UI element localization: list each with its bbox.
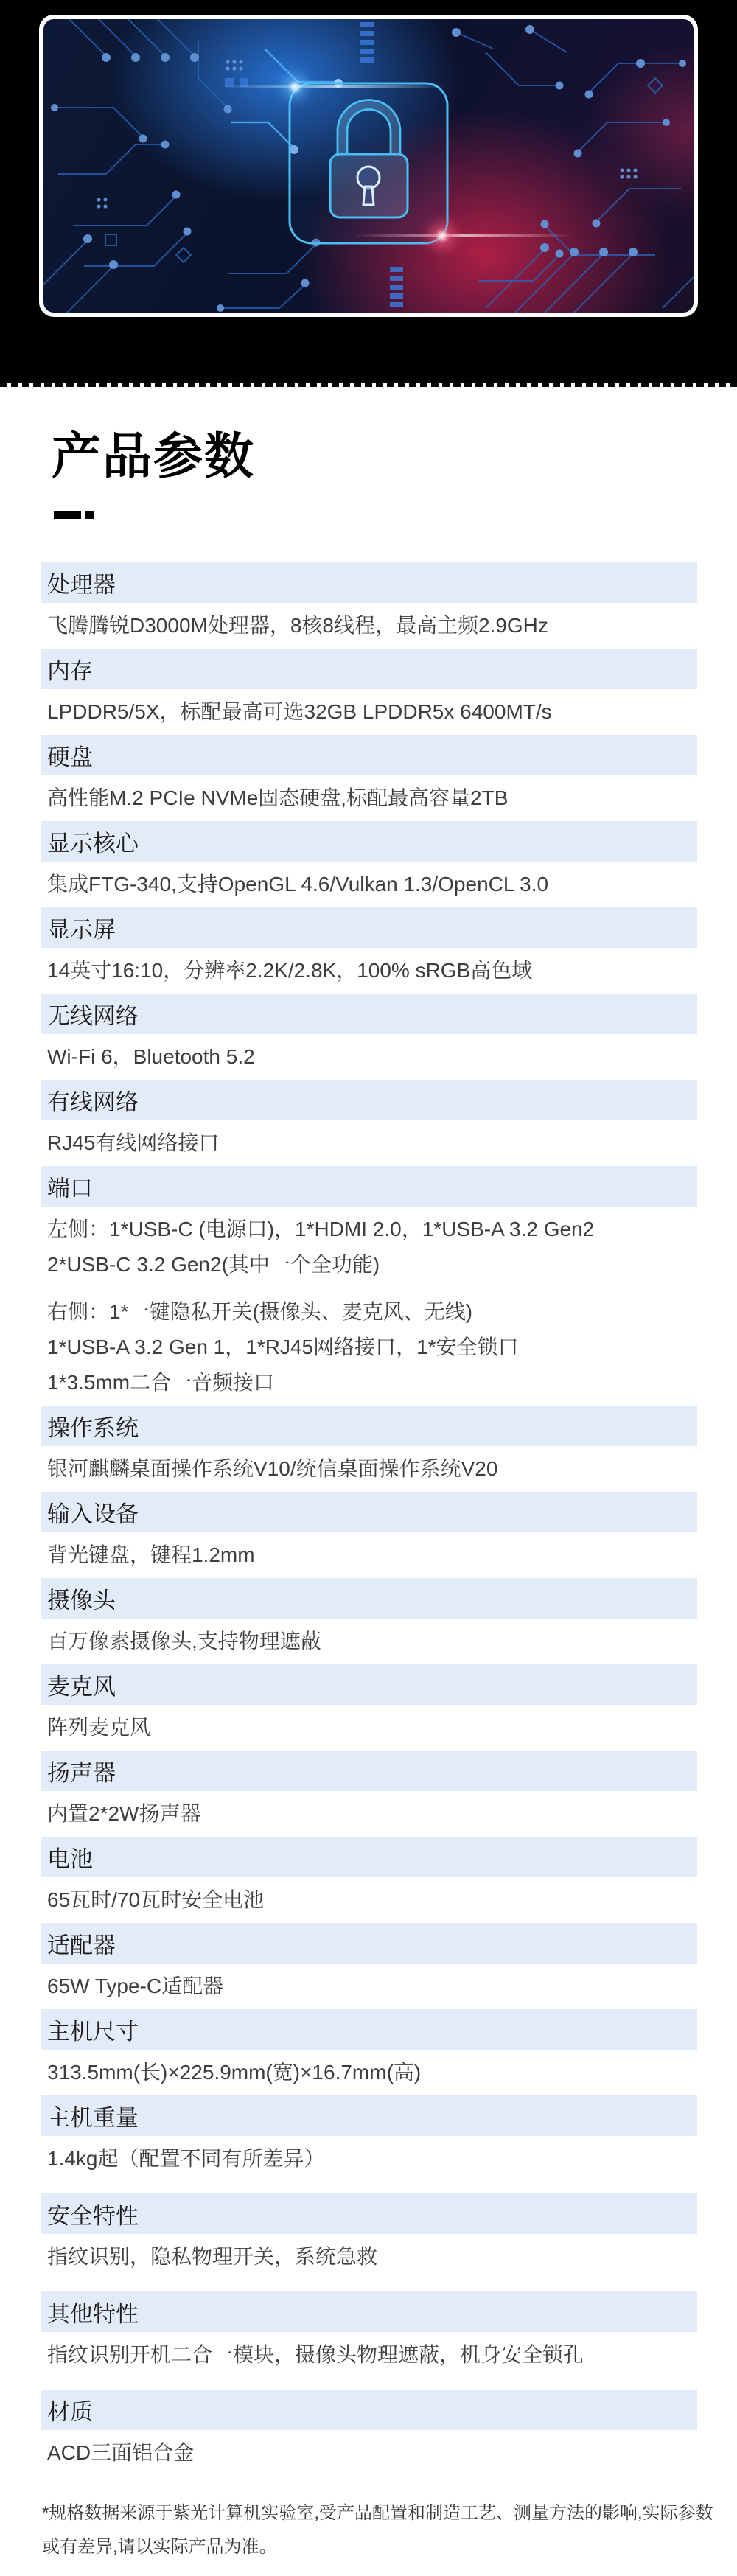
spec-value-line: 1*3.5mm二合一音频接口 [47, 1371, 275, 1394]
spec-row [41, 1080, 697, 1166]
spec-value-paragraph [47, 1451, 690, 1487]
spec-label: 适配器 [41, 1923, 697, 1964]
product-specs-section [0, 383, 737, 2576]
red-flare [353, 234, 574, 237]
spec-row [41, 821, 697, 907]
spec-table [41, 562, 697, 2476]
spec-row [41, 1492, 697, 1578]
spec-row [41, 2193, 697, 2280]
spec-value-line: 高性能M.2 PCIe NVMe固态硬盘,标配最高容量2TB [47, 786, 509, 809]
footnote [42, 2496, 716, 2564]
spec-value-line: 14英寸16:10，分辨率2.2K/2.8K，100% sRGB高色域 [47, 959, 533, 982]
spec-label: 显示屏 [41, 907, 697, 948]
spec-label: 电池 [41, 1837, 697, 1877]
spec-value-paragraph [47, 953, 690, 988]
spec-label: 主机重量 [41, 2095, 697, 2136]
title-underline-dash [54, 511, 737, 519]
spec-value [41, 1120, 697, 1166]
spec-value [41, 2234, 697, 2280]
footnote-line-2: 或有差异,请以实际产品为准。 [42, 2537, 277, 2557]
spec-value-line: 1.4kg起（配置不同有所差异） [47, 2147, 325, 2170]
spec-value-line: 集成FTG-340,支持OpenGL 4.6/Vulkan 1.3/OpenCL 3.0 [47, 873, 549, 896]
dash-long [54, 511, 81, 519]
spec-value-paragraph [47, 867, 690, 902]
spec-row [41, 2009, 697, 2095]
page-title: 产品参数 [52, 429, 255, 484]
spec-label: 显示核心 [41, 821, 697, 862]
spec-row [41, 1751, 697, 1837]
spec-row [41, 562, 697, 649]
spec-label: 内存 [41, 649, 697, 689]
spec-value-line: 指纹识别开机二合一模块，摄像头物理遮蔽，机身安全锁孔 [47, 2343, 584, 2366]
spec-value-paragraph [47, 1624, 690, 1659]
spec-value [41, 2050, 697, 2095]
spec-row [41, 649, 697, 735]
spec-value-line: 1*USB-A 3.2 Gen 1，1*RJ45网络接口，1*安全锁口 [47, 1336, 519, 1358]
spec-value-line: 阵列麦克风 [47, 1716, 151, 1739]
spec-label: 有线网络 [41, 1080, 697, 1120]
spec-value-line: 右侧：1*一键隐私开关(摄像头、麦克风、无线) [47, 1300, 473, 1323]
spec-label: 麦克风 [41, 1664, 697, 1705]
spec-value-paragraph [47, 2055, 690, 2090]
spec-row [41, 1664, 697, 1751]
spec-value-paragraph [47, 1796, 690, 1832]
spec-value-paragraph [47, 2141, 690, 2177]
spec-row [41, 994, 697, 1080]
spec-value-line: 65瓦时/70瓦时安全电池 [47, 1888, 265, 1911]
spec-row [41, 1406, 697, 1492]
hero-image-frame [39, 15, 698, 317]
dash-short [85, 511, 94, 519]
spec-label: 硬盘 [41, 735, 697, 775]
spec-value-line: 银河麒麟桌面操作系统V10/统信桌面操作系统V20 [47, 1457, 498, 1480]
spec-row [41, 2095, 697, 2182]
spec-value [41, 1207, 697, 1406]
spec-row [41, 1578, 697, 1664]
spec-label: 安全特性 [41, 2193, 697, 2234]
spec-value-paragraph [47, 1294, 690, 1400]
spec-value-line: 313.5mm(长)×225.9mm(宽)×16.7mm(高) [47, 2061, 422, 2084]
spec-value [41, 1034, 697, 1080]
spec-value-paragraph [47, 1039, 690, 1075]
spec-row [41, 1923, 697, 2009]
spec-value [41, 689, 697, 735]
spec-value [41, 2332, 697, 2378]
spec-label: 主机尺寸 [41, 2009, 697, 2050]
spec-row [41, 1837, 697, 1923]
spec-value-paragraph [47, 608, 690, 643]
spec-value-line: RJ45有线网络接口 [47, 1131, 220, 1154]
spec-label: 摄像头 [41, 1578, 697, 1619]
spec-value-paragraph [47, 694, 690, 730]
spec-label: 输入设备 [41, 1492, 697, 1532]
blue-flare [220, 85, 449, 88]
spec-value-line: LPDDR5/5X，标配最高可选32GB LPDDR5x 6400MT/s [47, 700, 552, 723]
spec-value-line: 2*USB-C 3.2 Gen2(其中一个全功能) [47, 1253, 380, 1276]
spec-label: 处理器 [41, 562, 697, 603]
spec-label: 操作系统 [41, 1406, 697, 1446]
spec-value [41, 1877, 697, 1923]
spec-value [41, 1446, 697, 1492]
spec-value-line: 65W Type-C适配器 [47, 1975, 224, 1997]
spec-value [41, 862, 697, 907]
spec-value-paragraph [47, 2239, 690, 2275]
hero-banner [0, 0, 737, 383]
spec-value-paragraph [47, 1212, 690, 1282]
spec-value-line: 内置2*2W扬声器 [47, 1802, 201, 1825]
spec-value-line: 指纹识别，隐私物理开关，系统急救 [47, 2245, 378, 2268]
spec-value-line: 百万像素摄像头,支持物理遮蔽 [47, 1630, 321, 1652]
spec-row [41, 2390, 697, 2476]
spec-value [41, 1619, 697, 1664]
spec-value-paragraph [47, 2337, 690, 2373]
spec-row [41, 2291, 697, 2378]
spec-value [41, 775, 697, 821]
spec-value-paragraph [47, 1969, 690, 2004]
spec-value-line: Wi-Fi 6，Bluetooth 5.2 [47, 1045, 255, 1068]
spec-label: 端口 [41, 1166, 697, 1207]
spec-row [41, 1166, 697, 1406]
spec-value [41, 1532, 697, 1578]
spec-label: 材质 [41, 2390, 697, 2430]
spec-value-paragraph [47, 1882, 690, 1918]
spec-value [41, 1964, 697, 2009]
circuit-lock-illustration [43, 19, 694, 313]
spec-value [41, 1705, 697, 1751]
spec-label: 扬声器 [41, 1751, 697, 1791]
spec-value-line: 左侧：1*USB-C (电源口)，1*HDMI 2.0，1*USB-A 3.2 Gen2 [47, 1218, 595, 1240]
spec-value-paragraph [47, 1710, 690, 1745]
footnote-line-1: *规格数据来源于紫光计算机实验室,受产品配置和制造工艺、测量方法的影响,实际参数 [42, 2503, 713, 2523]
spec-label: 无线网络 [41, 994, 697, 1034]
spec-row [41, 907, 697, 994]
spec-value [41, 2136, 697, 2182]
spec-value-line: 飞腾腾锐D3000M处理器，8核8线程，最高主频2.9GHz [47, 614, 548, 637]
spec-value-paragraph [47, 1125, 690, 1161]
spec-value-line: ACD三面铝合金 [47, 2441, 195, 2464]
spec-value-line: 背光键盘，键程1.2mm [47, 1543, 255, 1566]
spec-row [41, 735, 697, 821]
spec-value [41, 603, 697, 649]
spec-value [41, 1791, 697, 1837]
spec-value [41, 2430, 697, 2476]
spec-value-paragraph [47, 1537, 690, 1573]
spec-value [41, 948, 697, 994]
spec-value-paragraph [47, 781, 690, 816]
spec-label: 其他特性 [41, 2291, 697, 2332]
spec-value-paragraph [47, 2435, 690, 2471]
